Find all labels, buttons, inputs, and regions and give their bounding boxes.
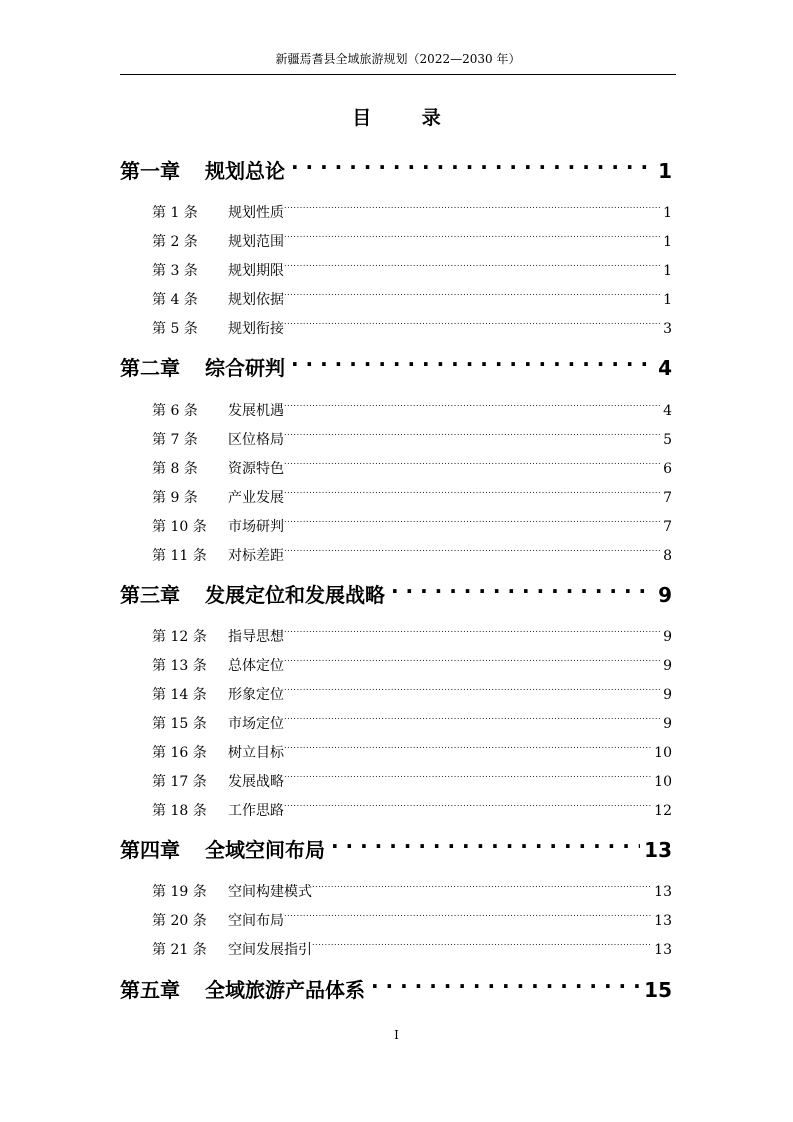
chapter-page-number: 13 — [644, 838, 672, 862]
toc-title: 目 录 — [352, 107, 463, 129]
chapter-label: 第三章 — [120, 583, 180, 607]
toc-chapter-3[interactable] — [120, 570, 672, 607]
article-page-number: 1 — [663, 292, 672, 308]
article-page-number: 6 — [663, 461, 672, 477]
toc-article-20[interactable] — [152, 903, 672, 929]
toc-article-4[interactable] — [152, 282, 672, 308]
article-page-number: 13 — [654, 913, 672, 929]
toc-article-21[interactable] — [152, 932, 672, 958]
toc-article-9[interactable] — [152, 480, 672, 506]
running-header: 新疆焉耆县全域旅游规划（2022—2030 年） — [275, 52, 521, 66]
article-title: 区位格局 — [228, 432, 284, 448]
article-page-number: 7 — [663, 490, 672, 506]
article-title: 规划衔接 — [228, 321, 284, 337]
toc-article-5[interactable] — [152, 311, 672, 337]
article-title: 产业发展 — [228, 490, 284, 506]
article-title: 空间发展指引 — [228, 942, 312, 958]
toc-article-1[interactable] — [152, 195, 672, 221]
article-page-number: 13 — [654, 942, 672, 958]
page-number: I — [394, 1028, 399, 1042]
article-label: 第 4 条 — [152, 292, 198, 308]
article-page-number: 4 — [663, 403, 672, 419]
article-page-number: 13 — [654, 884, 672, 900]
chapter-label: 第五章 — [120, 978, 180, 1002]
article-page-number: 3 — [663, 321, 672, 337]
article-label: 第 13 条 — [152, 658, 207, 674]
article-title: 对标差距 — [228, 548, 284, 564]
article-label: 第 2 条 — [152, 234, 198, 250]
article-title: 资源特色 — [228, 461, 284, 477]
chapter-page-number: 1 — [658, 159, 672, 183]
article-title: 规划依据 — [228, 292, 284, 308]
dot-leader — [284, 224, 661, 246]
chapter-page-number: 9 — [658, 583, 672, 607]
article-title: 规划性质 — [228, 205, 284, 221]
article-label: 第 1 条 — [152, 205, 198, 221]
chapter-label: 第四章 — [120, 838, 180, 862]
toc-article-15[interactable] — [152, 706, 672, 732]
article-title: 指导思想 — [228, 629, 284, 645]
chapter-title: 发展定位和发展战略 — [205, 583, 385, 607]
toc-article-2[interactable] — [152, 224, 672, 250]
chapter-title: 综合研判 — [205, 356, 285, 380]
toc-article-16[interactable] — [152, 735, 672, 761]
chapter-page-number: 4 — [658, 356, 672, 380]
article-title: 市场研判 — [228, 519, 284, 535]
article-page-number: 10 — [654, 745, 672, 761]
dot-leader — [285, 146, 654, 178]
dot-leader — [284, 195, 661, 217]
dot-leader — [284, 677, 661, 699]
article-page-number: 1 — [663, 263, 672, 279]
article-label: 第 17 条 — [152, 774, 207, 790]
chapter-title: 全域旅游产品体系 — [205, 978, 365, 1002]
toc-article-10[interactable] — [152, 509, 672, 535]
article-title: 形象定位 — [228, 687, 284, 703]
dot-leader — [284, 764, 652, 786]
dot-leader — [284, 253, 661, 275]
article-label: 第 19 条 — [152, 884, 207, 900]
article-page-number: 9 — [663, 716, 672, 732]
toc-chapter-1[interactable] — [120, 146, 672, 183]
dot-leader — [284, 282, 661, 304]
article-title: 市场定位 — [228, 716, 284, 732]
dot-leader — [312, 932, 652, 954]
dot-leader — [284, 538, 661, 560]
article-label: 第 12 条 — [152, 629, 207, 645]
article-page-number: 1 — [663, 234, 672, 250]
dot-leader — [284, 619, 661, 641]
article-label: 第 18 条 — [152, 803, 207, 819]
article-page-number: 10 — [654, 774, 672, 790]
article-label: 第 14 条 — [152, 687, 207, 703]
article-title: 规划期限 — [228, 263, 284, 279]
article-title: 工作思路 — [228, 803, 284, 819]
article-page-number: 9 — [663, 658, 672, 674]
chapter-label: 第一章 — [120, 159, 180, 183]
article-label: 第 9 条 — [152, 490, 198, 506]
dot-leader — [312, 874, 652, 896]
toc-article-17[interactable] — [152, 764, 672, 790]
article-title: 发展机遇 — [228, 403, 284, 419]
article-label: 第 11 条 — [152, 548, 207, 564]
article-label: 第 10 条 — [152, 519, 207, 535]
toc-article-12[interactable] — [152, 619, 672, 645]
dot-leader — [284, 422, 661, 444]
toc-article-6[interactable] — [152, 393, 672, 419]
toc-article-3[interactable] — [152, 253, 672, 279]
dot-leader — [284, 451, 661, 473]
article-page-number: 7 — [663, 519, 672, 535]
article-label: 第 3 条 — [152, 263, 198, 279]
toc-article-11[interactable] — [152, 538, 672, 564]
article-title: 发展战略 — [228, 774, 284, 790]
toc-article-19[interactable] — [152, 874, 672, 900]
article-page-number: 9 — [663, 629, 672, 645]
chapter-title: 规划总论 — [205, 159, 285, 183]
toc-article-7[interactable] — [152, 422, 672, 448]
dot-leader — [325, 825, 640, 857]
article-label: 第 20 条 — [152, 913, 207, 929]
dot-leader — [284, 793, 652, 815]
dot-leader — [284, 903, 652, 925]
dot-leader — [365, 965, 640, 997]
article-title: 树立目标 — [228, 745, 284, 761]
chapter-page-number: 15 — [644, 978, 672, 1002]
toc-article-18[interactable] — [152, 793, 672, 819]
article-label: 第 6 条 — [152, 403, 198, 419]
article-page-number: 1 — [663, 205, 672, 221]
article-label: 第 7 条 — [152, 432, 198, 448]
dot-leader — [284, 706, 661, 728]
article-title: 规划范围 — [228, 234, 284, 250]
toc-chapter-4[interactable] — [120, 825, 672, 862]
dot-leader — [284, 648, 661, 670]
article-label: 第 15 条 — [152, 716, 207, 732]
chapter-label: 第二章 — [120, 356, 180, 380]
article-label: 第 5 条 — [152, 321, 198, 337]
chapter-title: 全域空间布局 — [205, 838, 325, 862]
header-rule — [120, 74, 676, 75]
article-label: 第 8 条 — [152, 461, 198, 477]
article-title: 总体定位 — [228, 658, 284, 674]
article-title: 空间布局 — [228, 913, 284, 929]
article-label: 第 16 条 — [152, 745, 207, 761]
article-title: 空间构建模式 — [228, 884, 312, 900]
article-page-number: 12 — [654, 803, 672, 819]
article-label: 第 21 条 — [152, 942, 207, 958]
dot-leader — [284, 735, 652, 757]
article-page-number: 9 — [663, 687, 672, 703]
dot-leader — [284, 480, 661, 502]
dot-leader — [285, 343, 654, 375]
toc-chapter-2[interactable] — [120, 343, 672, 380]
dot-leader — [284, 393, 661, 415]
toc-chapter-5[interactable] — [120, 965, 672, 1002]
article-page-number: 5 — [663, 432, 672, 448]
toc-article-13[interactable] — [152, 648, 672, 674]
toc-article-8[interactable] — [152, 451, 672, 477]
dot-leader — [385, 570, 654, 602]
dot-leader — [284, 311, 661, 333]
dot-leader — [284, 509, 661, 531]
article-page-number: 8 — [663, 548, 672, 564]
toc-article-14[interactable] — [152, 677, 672, 703]
